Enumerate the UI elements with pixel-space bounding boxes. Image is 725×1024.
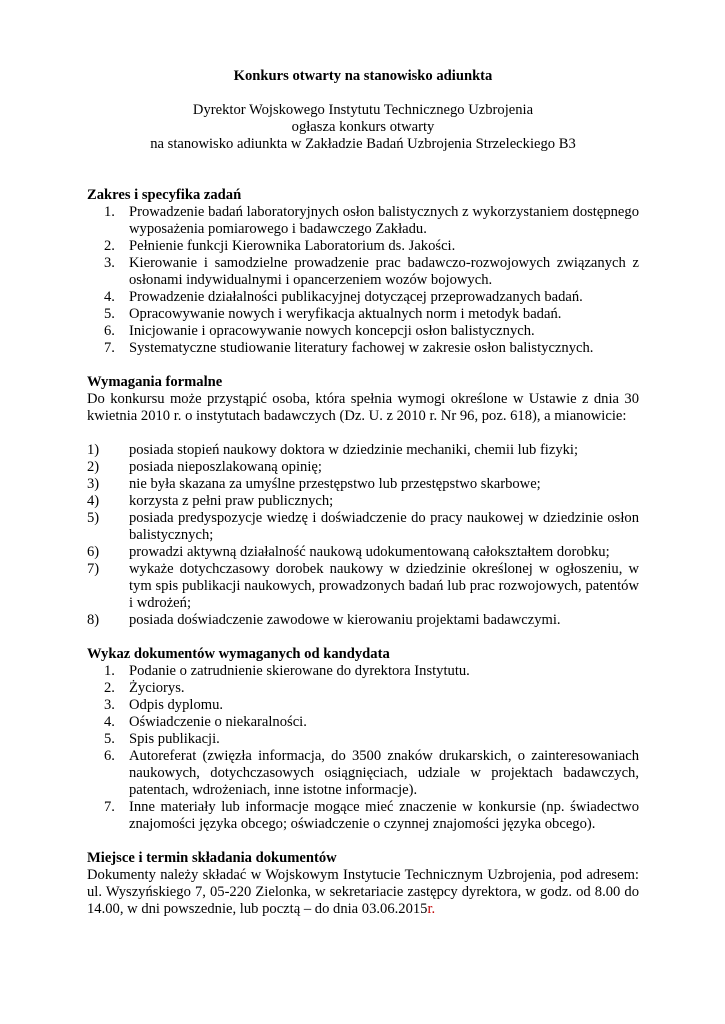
list-item: 7. Systematyczne studiowanie literatury fachowej w zakresie osłon balistycznych. [104,340,594,356]
list-item: 8) posiada doświadczenie zawodowe w kierowaniu projektami badawczymi. [87,612,561,628]
list-item: 7. Inne materiały lub informacje mogące mieć znaczenie w konkursie (np. świadectwo znajomości języka obcego; oświadczenie o czynnej znajomości języka obcego). [104,799,639,832]
list-item: 1) posiada stopień naukowy doktora w dziedzinie mechaniki, chemii lub fizyki; [87,442,579,458]
intro-line-1: Dyrektor Wojskowego Instytutu Technicznego Uzbrojenia [192,102,534,118]
scope-list [87,204,639,357]
scope-heading: Zakres i specyfika zadań [87,187,242,203]
list-item: 1. Prowadzenie badań laboratoryjnych osłon balistycznych z wykorzystaniem dostępnego wyposażenia pomiarowego i badawczego Zakładu. [104,204,639,237]
list-item: 4) korzysta z pełni praw publicznych; [87,493,334,509]
list-item: 2. Życiorys. [104,680,185,696]
list-item: 3) nie była skazana za umyślne przestępstwo lub przestępstwo skarbowe; [87,476,541,492]
list-item: 2) posiada nieposzlakowaną opinię; [87,459,322,475]
intro-line-2: ogłasza konkurs otwarty [291,119,435,135]
list-item: 5) posiada predyspozycje wiedzę i doświadczenie do pracy naukowej w dziedzinie osłon balistycznych; [87,510,639,543]
list-item: 5. Opracowywanie nowych i weryfikacja aktualnych norm i metodyk badań. [104,306,562,322]
list-item: 7) wykaże dotychczasowy dorobek naukowy w dziedzinie określonej w ogłoszeniu, w tym spis publikacji naukowych, prowadzonych badań lub prac rozwojowych, patentów i wdrożeń; [87,561,639,611]
requirements-list [87,442,639,629]
list-item: 5. Spis publikacji. [104,731,220,747]
documents-list [87,663,639,833]
requirements-text: Do konkursu może przystąpić osoba, która spełnia wymogi określone w Ustawie z dnia 30 kwietnia 2010 r. o instytutach badawczych (Dz. U. z 2010 r. Nr 96, poz. 618), a mianowicie: [87,391,639,424]
list-item: 6. Autoreferat (zwięzła informacja, do 3500 znaków drukarskich, o zainteresowaniach naukowych, dotychczasowych osiągnięciach, udziale w projektach badawczych, patentach, wdrożeniach, inne istotne informacje). [104,748,639,798]
list-item: 2. Pełnienie funkcji Kierownika Laboratorium ds. Jakości. [104,238,456,254]
document-content [87,68,639,918]
intro-line-3: na stanowisko adiunkta w Zakładzie Badań Uzbrojenia Strzeleckiego B3 [150,136,576,152]
list-item: 3. Kierowanie i samodzielne prowadzenie prac badawczo-rozwojowych związanych z osłonami indywidualnymi i opancerzeniem wozów bojowych. [104,255,639,288]
documents-heading: Wykaz dokumentów wymaganych od kandydata [87,646,390,662]
list-item: 1. Podanie o zatrudnienie skierowane do dyrektora Instytutu. [104,663,470,679]
list-item: 4. Prowadzenie działalności publikacyjnej dotyczącej przeprowadzanych badań. [104,289,583,305]
list-item: 4. Oświadczenie o niekaralności. [104,714,307,730]
list-item: 6. Inicjowanie i opracowywanie nowych koncepcji osłon balistycznych. [104,323,535,339]
submission-text: Dokumenty należy składać w Wojskowym Instytucie Technicznym Uzbrojenia, pod adresem: ul. Wyszyńskiego 7, 05-220 Zielonka, w sekretariacie zastępcy dyrektora, w godz. od 8.00 do 14.00, w dni powszednie, lub pocztą – do dnia 03.06.2015r. [87,867,639,917]
submission-heading: Miejsce i termin składania dokumentów [87,850,337,866]
intro-block [87,102,639,153]
list-item: 3. Odpis dyplomu. [104,697,224,713]
document-title: Konkurs otwarty na stanowisko adiunkta [233,68,493,84]
requirements-heading: Wymagania formalne [87,374,223,390]
submission-date-suffix: r. [427,901,436,917]
list-item: 6) prowadzi aktywną działalność naukową udokumentowaną całokształtem dorobku; [87,544,610,560]
